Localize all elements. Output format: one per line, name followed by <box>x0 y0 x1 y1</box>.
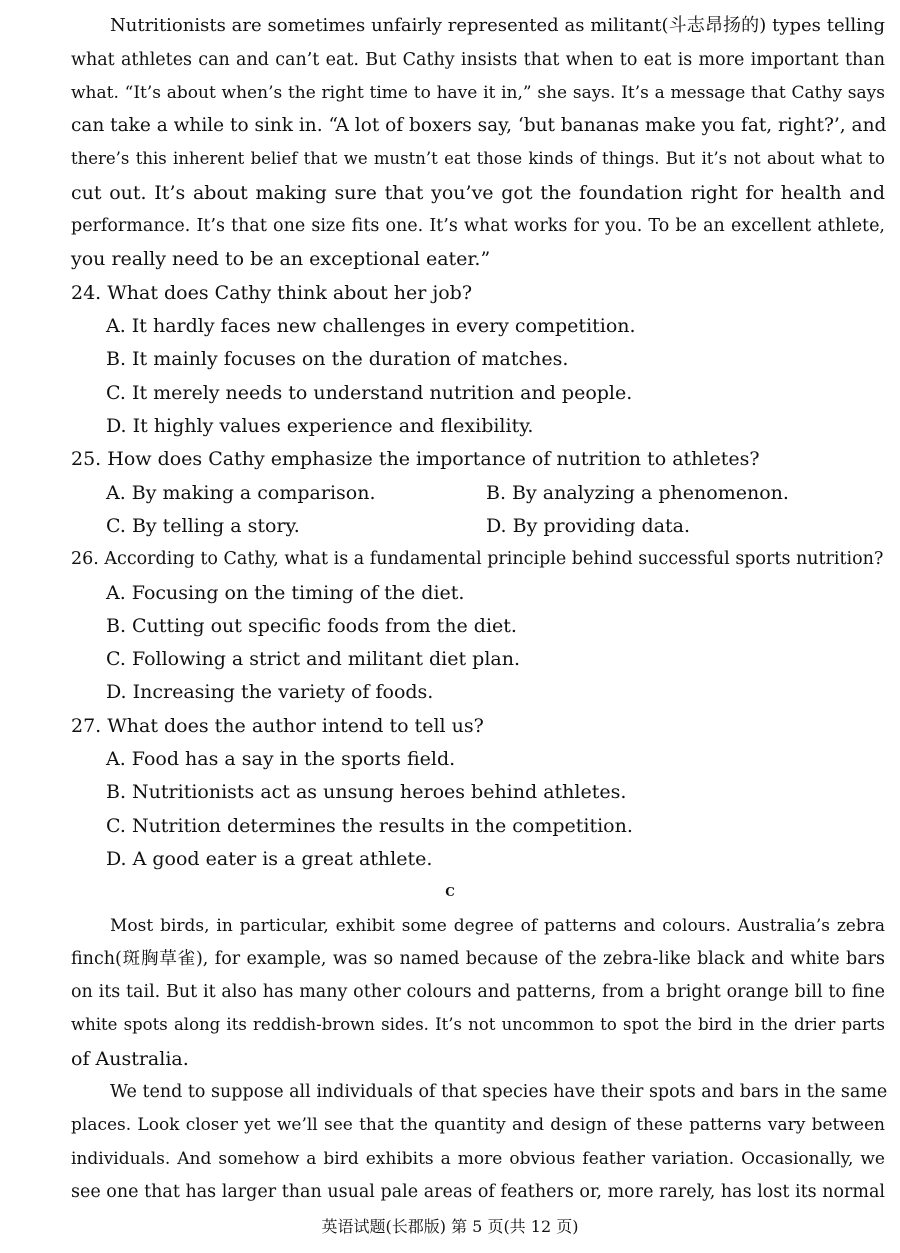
answer-option: D. It highly values experience and flexibility. <box>106 415 534 437</box>
answer-option: A. Food has a say in the sports field. <box>106 748 456 770</box>
answer-option: B. Nutritionists act as unsung heroes behind athletes. <box>106 781 627 803</box>
passage-line: can take a while to sink in. “A lot of boxers say, ‘but bananas make you fat, right?’, and <box>71 115 887 136</box>
passage-line: of Australia. <box>71 1048 189 1070</box>
passage-line: what. “It’s about when’s the right time to have it in,” she says. It’s a message that Cathy says <box>71 83 885 103</box>
answer-option: B. By analyzing a phenomenon. <box>486 482 789 504</box>
answer-option: A. Focusing on the timing of the diet. <box>106 582 465 604</box>
passage-line: white spots along its reddish-brown sides. It’s not uncommon to spot the bird in the drier parts <box>71 1015 885 1034</box>
passage-line: We tend to suppose all individuals of that species have their spots and bars in the same <box>110 1082 888 1102</box>
answer-option: B. It mainly focuses on the duration of matches. <box>106 348 569 370</box>
passage-line: finch(斑胸草雀), for example, was so named because of the zebra-like black and white bars <box>71 949 885 969</box>
passage-line: there’s this inherent belief that we mustn’t eat those kinds of things. But it’s not about what to <box>71 149 885 168</box>
passage-line: see one that has larger than usual pale areas of feathers or, more rarely, has lost its normal <box>71 1182 885 1202</box>
passage-line: what athletes can and can’t eat. But Cathy insists that when to eat is more important than <box>71 50 885 70</box>
answer-option: A. It hardly faces new challenges in every competition. <box>106 315 636 337</box>
answer-option: D. By providing data. <box>486 515 691 537</box>
passage-line: performance. It’s that one size fits one. It’s what works for you. To be an excellent athlete, <box>71 216 885 236</box>
answer-option: C. Following a strict and militant diet plan. <box>106 648 521 670</box>
question-stem: 25. How does Cathy emphasize the importance of nutrition to athletes? <box>71 448 760 470</box>
passage-line: individuals. And somehow a bird exhibits a more obvious feather variation. Occasionally, we <box>71 1149 885 1169</box>
answer-option: B. Cutting out specific foods from the diet. <box>106 615 517 637</box>
section-heading: C <box>445 885 455 899</box>
answer-option: C. Nutrition determines the results in the competition. <box>106 815 633 837</box>
passage-line <box>110 14 885 38</box>
passage-line: places. Look closer yet we’ll see that the quantity and design of these patterns vary between <box>71 1115 885 1135</box>
passage-text: Nutritionists are sometimes unfairly represented as militant(斗志昂扬的) types telling <box>110 15 885 36</box>
answer-option: A. By making a comparison. <box>106 482 376 504</box>
question-stem: 27. What does the author intend to tell us? <box>71 715 484 737</box>
answer-option: C. It merely needs to understand nutrition and people. <box>106 382 633 404</box>
question-stem: 24. What does Cathy think about her job? <box>71 282 473 304</box>
answer-option: C. By telling a story. <box>106 515 300 537</box>
passage-line: cut out. It’s about making sure that you’ve got the foundation right for health and <box>71 182 885 204</box>
passage-line: on its tail. But it also has many other colours and patterns, from a bright orange bill to fine <box>71 982 885 1002</box>
passage-line: you really need to be an exceptional eater.” <box>71 248 491 270</box>
answer-option: D. Increasing the variety of foods. <box>106 681 434 703</box>
answer-option: D. A good eater is a great athlete. <box>106 848 433 870</box>
passage-line: Most birds, in particular, exhibit some degree of patterns and colours. Australia’s zebra <box>110 916 885 936</box>
page-footer: 英语试题(长郡版) 第 5 页(共 12 页) <box>321 1217 579 1236</box>
question-stem: 26. According to Cathy, what is a fundamental principle behind successful sports nutrition? <box>71 549 884 569</box>
